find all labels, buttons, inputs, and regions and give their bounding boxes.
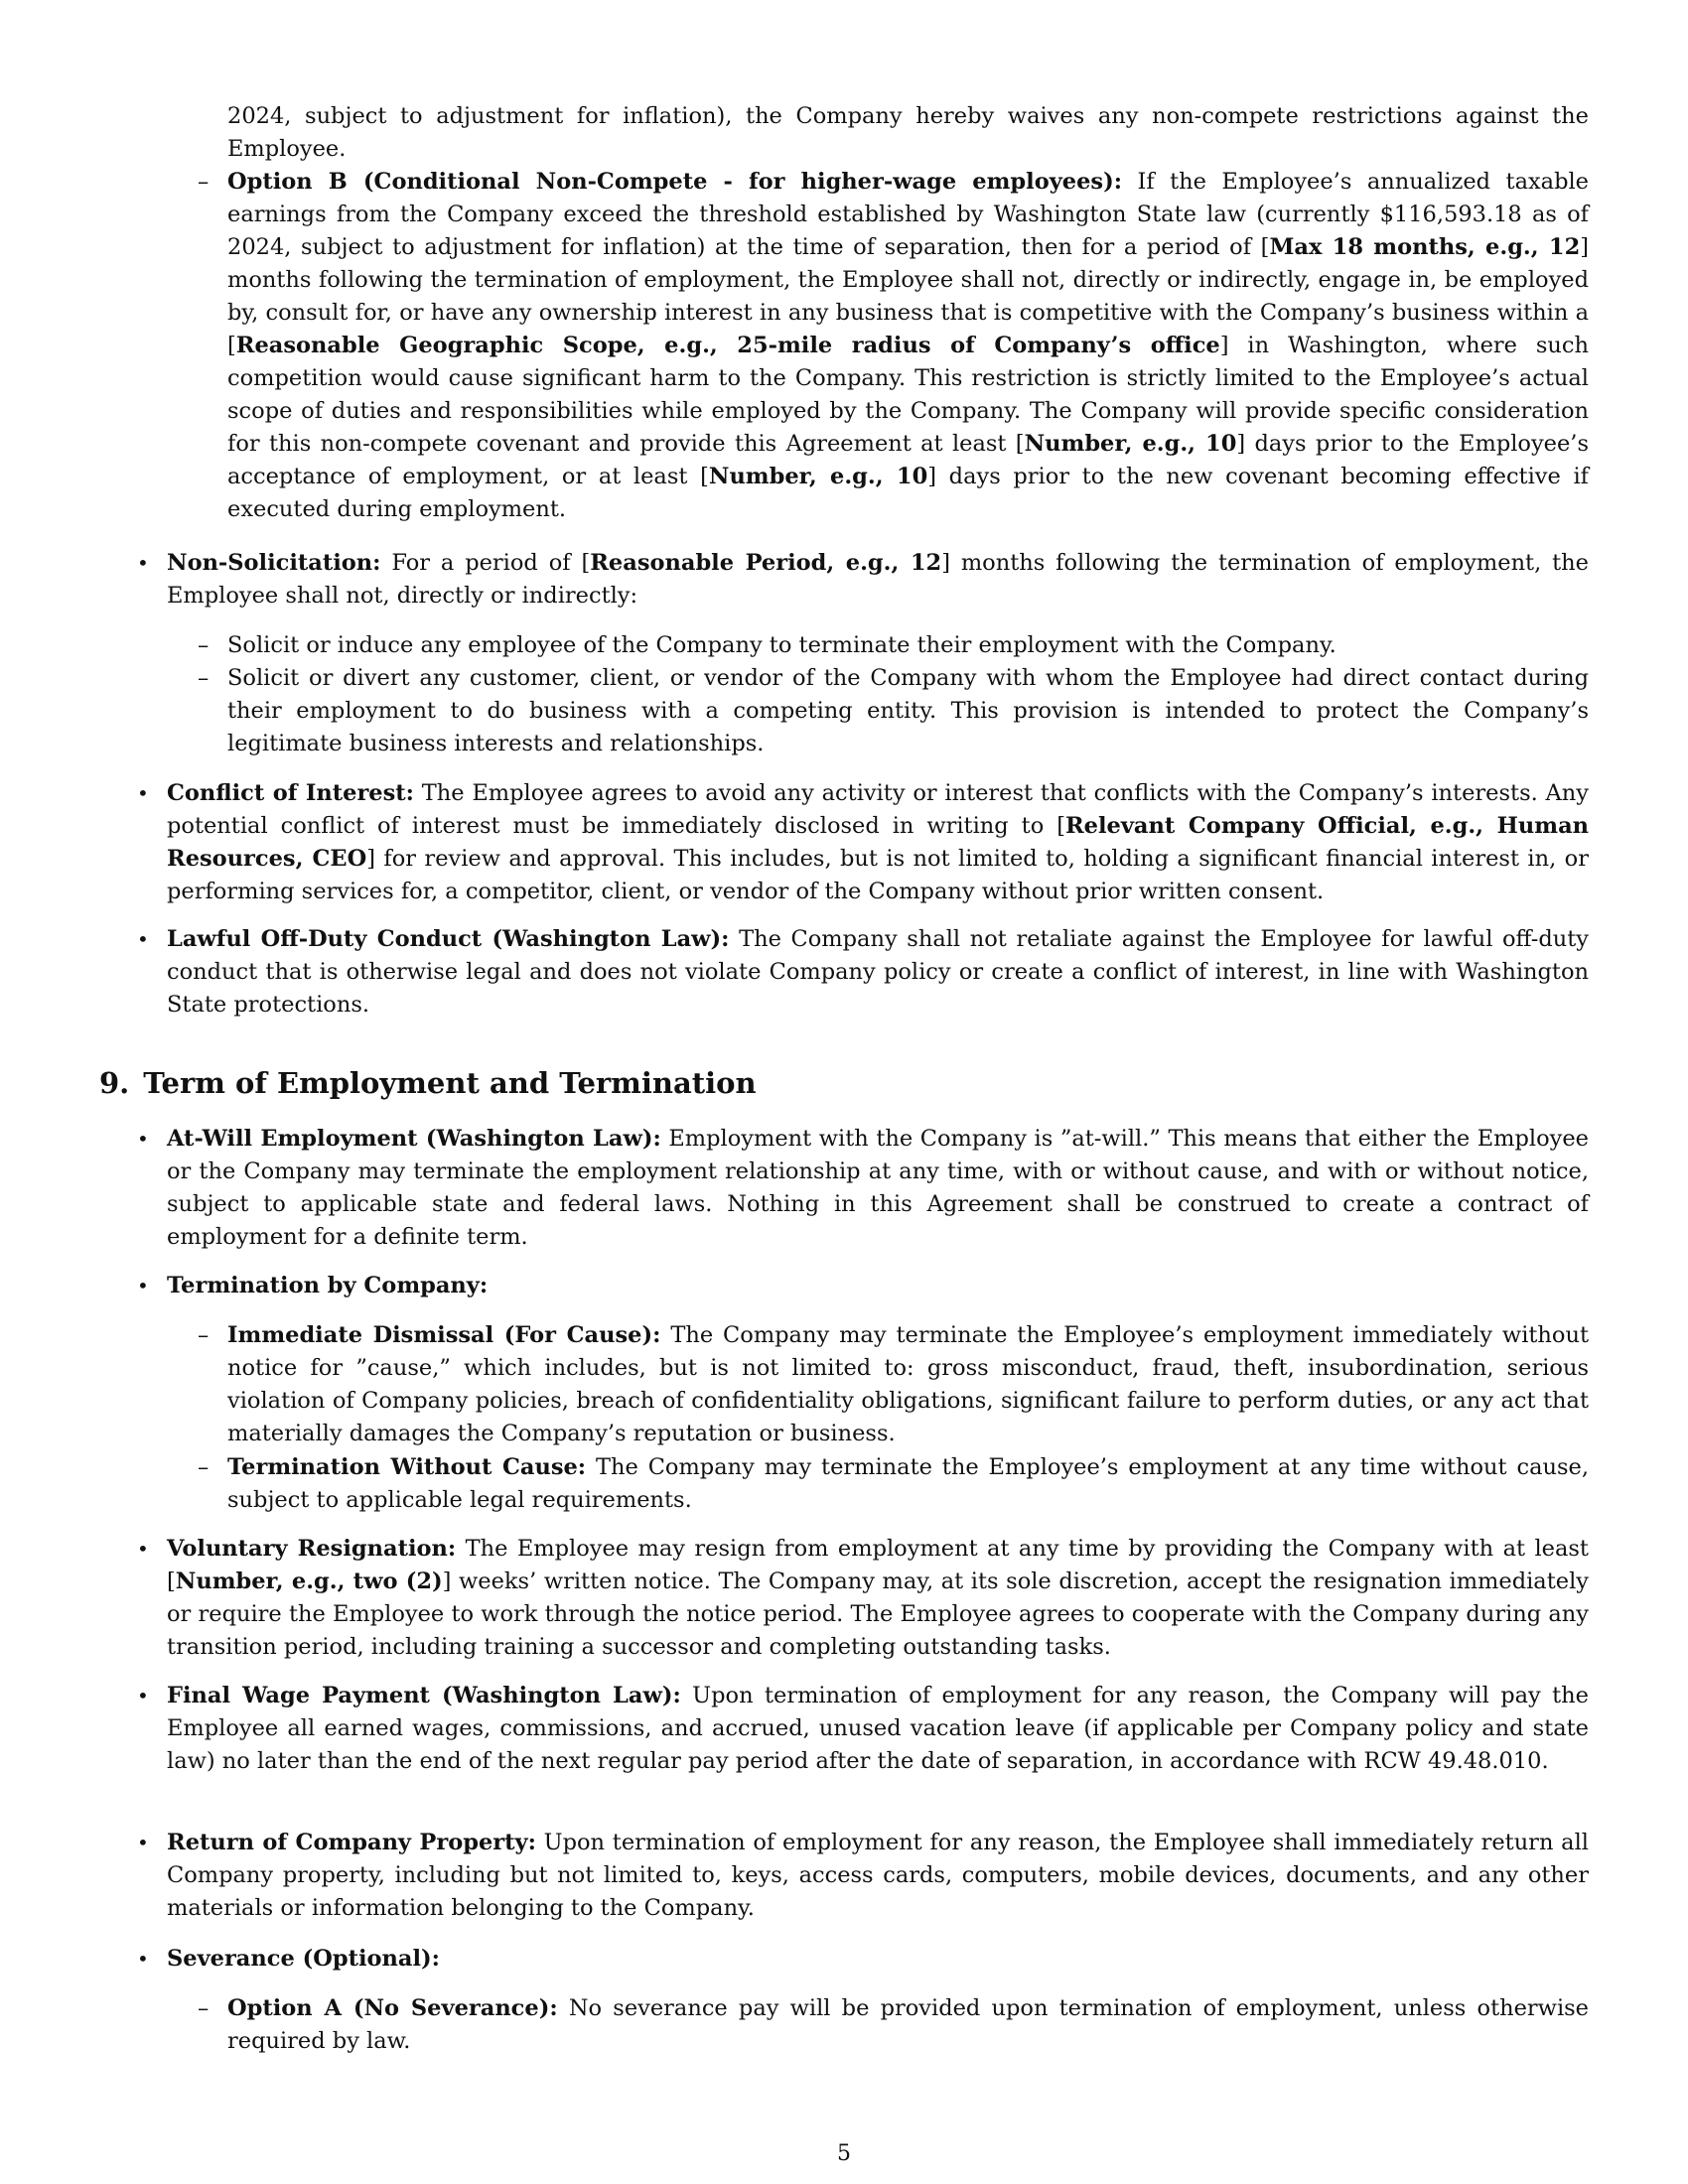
dash-marker: – <box>198 169 210 195</box>
bullet-marker: • <box>137 1537 149 1561</box>
sub-item-text: Solicit or induce any employee of the Company to terminate their employment with the Company. <box>227 632 1336 658</box>
at-will-text: At-Will Employment (Washington Law): Employment with the Company is ”at-will.” This means that either the Employee or the Company may terminate the employment relationship at any time, with or without cause, and with or without notice, subject to applicable state and federal laws. Nothing in this Agreement shall be construed to create a contract of employment for a definite term. <box>167 1126 1589 1250</box>
final-wage-item <box>137 1680 1589 1778</box>
immediate-dismissal-text: Immediate Dismissal (For Cause): The Company may terminate the Employee’s employment immediately without notice for ”cause,” which includes, but is not limited to: gross misconduct, fraud, theft, insubordination, serious violation of Company policies, breach of confidentiality obligations, significant failure to perform duties, or any act that materially damages the Company’s reputation or business. <box>227 1322 1589 1446</box>
section-heading: 9. Term of Employment and Termination <box>99 1066 757 1100</box>
at-will-item <box>137 1123 1589 1254</box>
bullet-marker: • <box>137 1274 149 1297</box>
option-b-item <box>198 166 1590 526</box>
dash-marker: – <box>198 632 210 658</box>
severance-title: Severance (Optional): <box>167 1946 440 1972</box>
dash-marker: – <box>198 1322 210 1348</box>
non-solicitation-sub-2 <box>198 662 1589 760</box>
bullet-marker: • <box>137 551 149 575</box>
termination-without-cause-text: Termination Without Cause: The Company may terminate the Employee’s employment at any time without cause, subject to applicable legal requirements. <box>227 1454 1589 1513</box>
termination-by-company-item <box>137 1270 1589 1302</box>
bullet-marker: • <box>137 1684 149 1707</box>
sub-item-text: Solicit or divert any customer, client, or vendor of the Company with whom the Employee had direct contact during their employment to do business with a competing entity. This provision is intended to protect the Company’s legitimate business interests and relationships. <box>227 665 1589 756</box>
bullet-marker: • <box>137 1831 149 1854</box>
option-b-text: Option B (Conditional Non-Compete - for higher-wage employees): If the Employee’s annualized taxable earnings from the Company exceed the threshold established by Washington State law (currently $116,593.18 as of 2024, subject to adjustment for inflation) at the time of separation, then for a period of [Max 18 months, e.g., 12] months following the termination of employment, the Employee shall not, directly or indirectly, engage in, be employed by, consult for, or have any ownership interest in any business that is competitive with the Company’s business within a [Reasonable Geographic Scope, e.g., 25-mile radius of Company’s office] in Washington, where such competition would cause significant harm to the Company. This restriction is strictly limited to the Employee’s actual scope of duties and responsibilities while employed by the Company. The Company will provide specific consideration for this non-compete covenant and provide this Agreement at least [Number, e.g., 10] days prior to the Employee’s acceptance of employment, or at least [Number, e.g., 10] days prior to the new covenant becoming effective if executed during employment. <box>227 169 1590 522</box>
severance-item <box>137 1943 1589 1976</box>
dash-marker: – <box>198 1454 210 1480</box>
off-duty-conduct-text: Lawful Off-Duty Conduct (Washington Law): The Company shall not retaliate against the Employee for lawful off-duty conduct that is otherwise legal and does not violate Company policy or create a conflict of interest, in line with Washington State protections. <box>167 926 1589 1018</box>
dash-marker: – <box>198 1995 210 2021</box>
termination-without-cause-item <box>198 1451 1589 1517</box>
voluntary-resignation-item <box>137 1533 1589 1664</box>
immediate-dismissal-item <box>198 1319 1589 1450</box>
conflict-of-interest-item <box>137 777 1590 908</box>
bullet-marker: • <box>137 1127 149 1151</box>
bullet-marker: • <box>137 781 149 805</box>
return-property-text: Return of Company Property: Upon termination of employment for any reason, the Employee shall immediately return all Company property, including but not limited to, keys, access cards, computers, mobile devices, documents, and any other materials or information belonging to the Company. <box>167 1830 1589 1921</box>
severance-option-a-text: Option A (No Severance): No severance pay will be provided upon termination of employment, unless otherwise required by law. <box>227 1995 1589 2054</box>
non-solicitation-text: Non-Solicitation: For a period of [Reasonable Period, e.g., 12] months following the termination of employment, the Employee shall not, directly or indirectly: <box>167 550 1589 609</box>
non-solicitation-item <box>137 547 1589 613</box>
conflict-of-interest-text: Conflict of Interest: The Employee agrees to avoid any activity or interest that conflicts with the Company’s interests. Any potential conflict of interest must be immediately disclosed in writing to [Relevant Company Official, e.g., Human Resources, CEO] for review and approval. This includes, but is not limited to, holding a significant financial interest in, or performing services for, a competitor, client, or vendor of the Company without prior written consent. <box>167 780 1590 904</box>
bullet-marker: • <box>137 927 149 951</box>
severance-option-a-item <box>198 1992 1589 2058</box>
termination-by-company-title: Termination by Company: <box>167 1273 489 1298</box>
off-duty-conduct-item <box>137 923 1589 1022</box>
voluntary-resignation-text: Voluntary Resignation: The Employee may resign from employment at any time by providing the Company with at least [Number, e.g., two (2)] weeks’ written notice. The Company may, at its sole discretion, accept the resignation immediately or require the Employee to work through the notice period. The Employee agrees to cooperate with the Company during any transition period, including training a successor and completing outstanding tasks. <box>167 1536 1589 1660</box>
non-solicitation-sub-1 <box>198 629 1589 662</box>
page-number: 5 <box>837 2141 851 2166</box>
option-a-continuation: 2024, subject to adjustment for inflation), the Company hereby waives any non-compete restrictions against the Employee. <box>227 103 1589 162</box>
bullet-marker: • <box>137 1947 149 1971</box>
final-wage-text: Final Wage Payment (Washington Law): Upon termination of employment for any reason, the Company will pay the Employee all earned wages, commissions, and accrued, unused vacation leave (if applicable per Company policy and state law) no later than the end of the next regular pay period after the date of separation, in accordance with RCW 49.48.010. <box>167 1683 1589 1774</box>
dash-marker: – <box>198 665 210 691</box>
return-property-item <box>137 1827 1589 1925</box>
